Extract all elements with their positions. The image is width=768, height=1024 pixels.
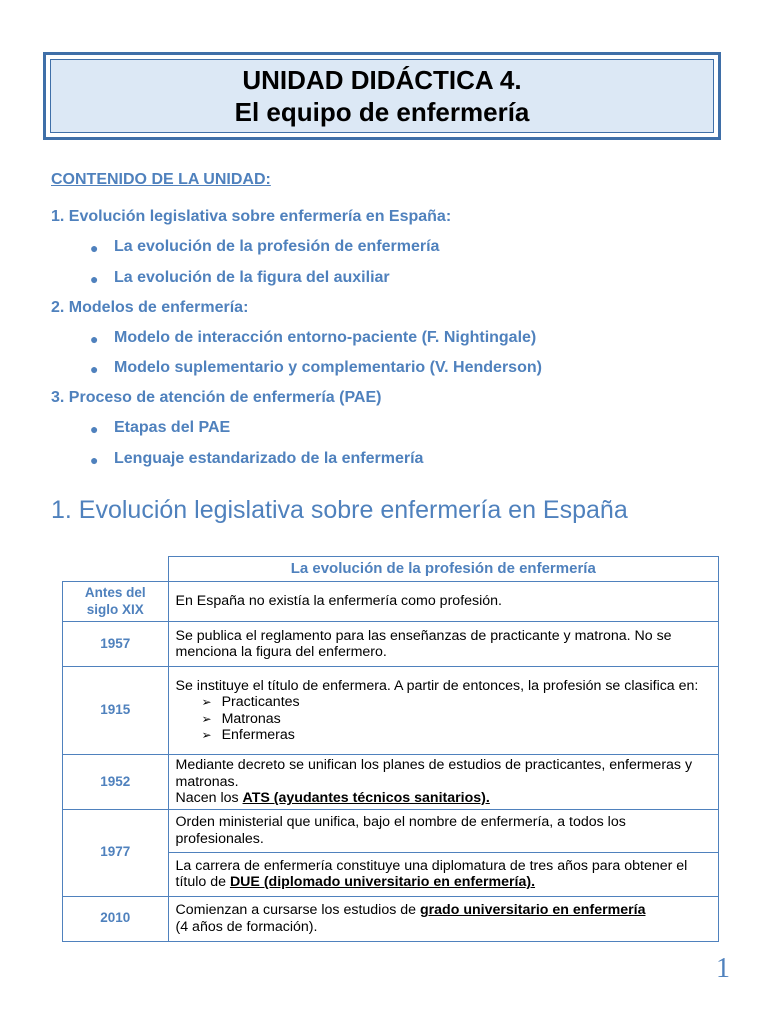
list-item: ➢ Practicantes	[176, 694, 712, 711]
toc-item-3: 3. Proceso de atención de enfermería (PAE)	[51, 389, 382, 406]
title-box	[43, 52, 721, 140]
description-text: Comienzan a cursarse los estudios de	[175, 902, 420, 918]
emphasis-text: grado universitario en enfermería	[419, 902, 646, 918]
bullet-icon: ●	[90, 361, 99, 377]
title-line-2: El equipo de enfermería	[234, 97, 530, 127]
emphasis-text: ATS (ayudantes técnicos sanitarios).	[242, 790, 490, 806]
toc-item-2-1: Modelo de interacción entorno-paciente (F. Nightingale)	[114, 329, 537, 346]
title-inner	[50, 59, 714, 133]
toc-item-2: 2. Modelos de enfermería:	[51, 299, 249, 316]
table-row	[63, 667, 719, 755]
description-text-2: Nacen los	[175, 790, 243, 806]
table-row	[63, 582, 719, 622]
description-cell: Orden ministerial que unifica, bajo el nombre de enfermería, a todos los profesionales.	[168, 809, 719, 852]
bullet-icon: ●	[90, 452, 99, 468]
page-number: 1	[716, 953, 730, 984]
year-cell: 2010	[63, 896, 169, 941]
description-text: Mediante decreto se unifican los planes de estudios de practicantes, enfermeras y matronas.	[175, 757, 693, 790]
table-row	[63, 622, 719, 667]
table-row	[63, 896, 719, 941]
table-header: La evolución de la profesión de enfermería	[168, 557, 719, 582]
year-cell: Antes del siglo XIX	[63, 582, 169, 622]
description-text-2: (4 años de formación).	[175, 918, 318, 935]
toc-item-3-2: Lenguaje estandarizado de la enfermería	[114, 450, 424, 467]
emphasis-text: DUE (diplomado universitario en enfermería).	[229, 874, 536, 890]
description-cell	[168, 667, 719, 755]
bullet-icon: ●	[90, 240, 99, 256]
list-item: ➢ Enfermeras	[176, 727, 712, 744]
year-cell: 1977	[63, 809, 169, 896]
toc-item-1-2: La evolución de la figura del auxiliar	[114, 269, 390, 286]
table-row	[63, 809, 719, 852]
bullet-icon: ●	[90, 271, 99, 287]
description-text: Se instituye el título de enfermera. A partir de entonces, la profesión se clasifica en:	[175, 677, 699, 694]
empty-corner-cell	[63, 557, 169, 582]
table-row	[63, 755, 719, 810]
title-line-1: UNIDAD DIDÁCTICA 4.	[242, 65, 522, 95]
description-cell	[168, 896, 719, 941]
toc-heading: CONTENIDO DE LA UNIDAD:	[51, 171, 271, 188]
toc-item-2-2: Modelo suplementario y complementario (V. Henderson)	[114, 359, 542, 376]
bullet-icon: ●	[90, 421, 99, 437]
toc-item-1: 1. Evolución legislativa sobre enfermería en España:	[51, 208, 452, 225]
year-cell: 1915	[63, 667, 169, 755]
toc-item-3-1: Etapas del PAE	[114, 419, 231, 436]
description-text: La carrera de enfermería constituye una diplomatura de tres años para obtener el título de	[175, 857, 688, 890]
description-cell	[168, 755, 719, 810]
list-item: ➢ Matronas	[176, 711, 712, 728]
year-cell: 1952	[63, 755, 169, 810]
evolution-table	[62, 556, 719, 942]
section-heading: 1. Evolución legislativa sobre enfermería en España	[51, 496, 628, 524]
year-cell: 1957	[63, 622, 169, 667]
bullet-icon: ●	[90, 331, 99, 347]
description-cell: En España no existía la enfermería como profesión.	[168, 582, 719, 622]
toc-item-1-1: La evolución de la profesión de enfermería	[114, 238, 440, 255]
description-cell: Se publica el reglamento para las enseñanzas de practicante y matrona. No se menciona la figura del enfermero.	[168, 622, 719, 667]
description-cell	[168, 852, 719, 896]
